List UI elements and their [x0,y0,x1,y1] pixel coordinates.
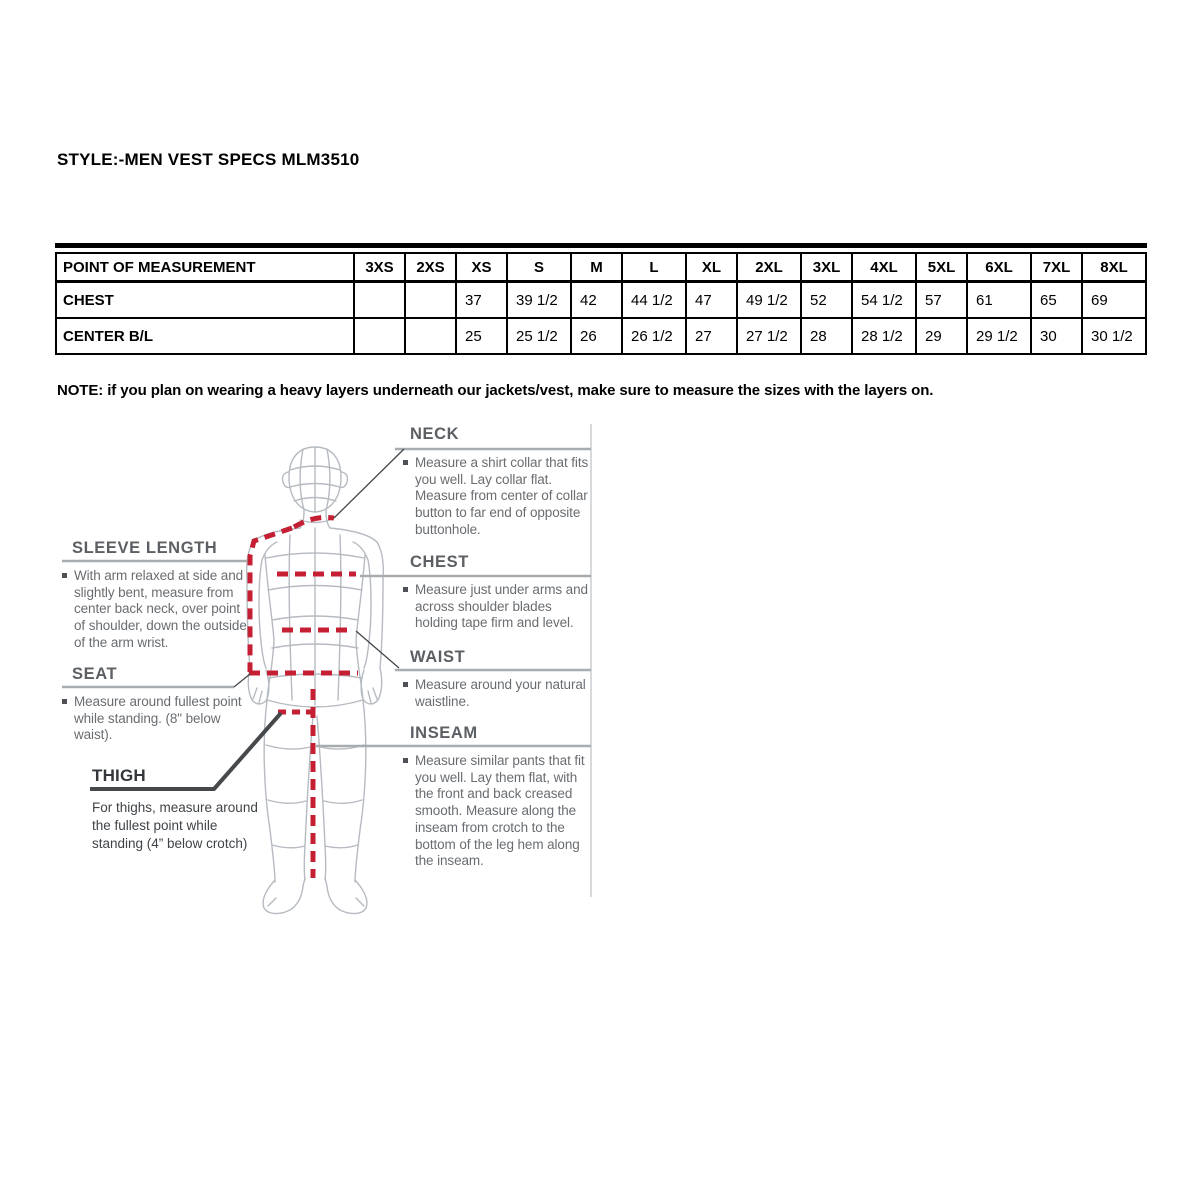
row-label-center-bl: CENTER B/L [56,318,354,354]
seat-description: Measure around fullest point while standing. (8" below waist). [62,694,247,744]
col-header-6xl: 6XL [967,253,1031,282]
chest-value-7xl: 65 [1031,282,1082,319]
bullet-icon [62,573,67,578]
row-label-chest: CHEST [56,282,354,319]
centerbl-value-8xl: 30 1/2 [1082,318,1146,354]
chest-value-xs: 37 [456,282,507,319]
centerbl-value-2xs [405,318,456,354]
col-header-point-of-measurement: POINT OF MEASUREMENT [56,253,354,282]
chest-value-5xl: 57 [916,282,967,319]
centerbl-value-xl: 27 [686,318,737,354]
sleeve-measure-line [250,528,292,672]
neck-callout-line [334,449,404,518]
table-top-rule [55,243,1147,248]
size-spec-table [55,252,1147,355]
chest-value-6xl: 61 [967,282,1031,319]
bullet-icon [403,460,408,465]
chest-value-4xl: 54 1/2 [852,282,916,319]
centerbl-value-s: 25 1/2 [507,318,571,354]
callout-lines [234,449,404,687]
chest-value-2xl: 49 1/2 [737,282,801,319]
chest-value-3xs [354,282,405,319]
col-header-xs: XS [456,253,507,282]
chest-value-8xl: 69 [1082,282,1146,319]
col-header-l: L [622,253,686,282]
neck-heading: NECK [410,425,460,443]
centerbl-value-l: 26 1/2 [622,318,686,354]
centerbl-value-xs: 25 [456,318,507,354]
centerbl-value-6xl: 29 1/2 [967,318,1031,354]
bullet-icon [62,699,67,704]
col-header-s: S [507,253,571,282]
centerbl-value-3xl: 28 [801,318,852,354]
col-header-7xl: 7XL [1031,253,1082,282]
col-header-8xl: 8XL [1082,253,1146,282]
inseam-heading: INSEAM [410,724,478,742]
table-row-chest [56,282,1146,319]
col-header-2xs: 2XS [405,253,456,282]
chest-heading: CHEST [410,553,469,571]
chest-value-l: 44 1/2 [622,282,686,319]
page-title: STYLE:-MEN VEST SPECS MLM3510 [57,150,360,169]
col-header-xl: XL [686,253,737,282]
bullet-icon [403,682,408,687]
col-header-2xl: 2XL [737,253,801,282]
waist-description: Measure around your natural waistline. [403,677,589,710]
chest-description: Measure just under arms and across shoulder blades holding tape firm and level. [403,582,589,632]
col-header-4xl: 4XL [852,253,916,282]
chest-value-2xs [405,282,456,319]
waist-heading: WAIST [410,648,466,666]
chest-value-xl: 47 [686,282,737,319]
inseam-description: Measure similar pants that fit you well. Lay them flat, with the front and back creased smooth. Measure along the inseam from crotch to the bottom of the leg hem along the inseam. [403,753,589,870]
chest-value-s: 39 1/2 [507,282,571,319]
table-header-row [56,253,1146,282]
col-header-5xl: 5XL [916,253,967,282]
col-header-m: M [571,253,622,282]
centerbl-value-m: 26 [571,318,622,354]
neck-description: Measure a shirt collar that fits you well. Lay collar flat. Measure from center of collar button to far end of opposite buttonhole. [403,455,589,539]
chest-value-m: 42 [571,282,622,319]
col-header-3xs: 3XS [354,253,405,282]
bullet-icon [403,587,408,592]
centerbl-value-7xl: 30 [1031,318,1082,354]
bullet-icon [403,758,408,763]
note-text: NOTE: if you plan on wearing a heavy layers underneath our jackets/vest, make sure to measure the sizes with the layers on. [57,382,934,399]
thigh-heading: THIGH [92,766,146,785]
centerbl-value-4xl: 28 1/2 [852,318,916,354]
waist-callout-line [356,631,399,668]
centerbl-value-5xl: 29 [916,318,967,354]
sleeve-length-description: With arm relaxed at side and slightly bent, measure from center back neck, over point of shoulder, down the outside of the arm wrist. [62,568,254,652]
sleeve-length-heading: SLEEVE LENGTH [72,539,218,557]
seat-heading: SEAT [72,665,118,683]
centerbl-value-3xs [354,318,405,354]
thigh-description: For thighs, measure around the fullest point while standing (4” below crotch) [92,800,258,852]
centerbl-value-2xl: 27 1/2 [737,318,801,354]
chest-value-3xl: 52 [801,282,852,319]
col-header-3xl: 3XL [801,253,852,282]
table-row-center-bl [56,318,1146,354]
